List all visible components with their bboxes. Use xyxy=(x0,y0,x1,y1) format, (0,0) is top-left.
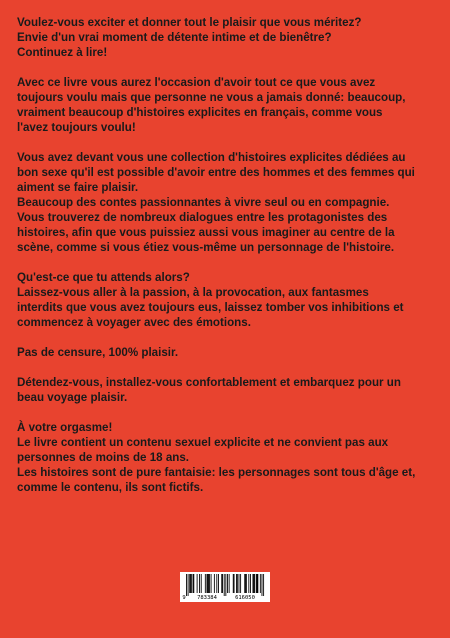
barcode-bar xyxy=(207,574,208,593)
barcode-bar xyxy=(229,574,230,593)
barcode-bar xyxy=(197,574,198,593)
text-line: personnes de moins de 18 ans. xyxy=(17,451,190,464)
paragraph-offer xyxy=(17,75,437,135)
text-line: Les histoires sont de pure fantaisie: les personnages sont tous d'âge et, xyxy=(17,466,416,479)
text-line: interdits que vous avez toujours eus, laissez tomber vos inhibitions et xyxy=(17,301,404,314)
barcode-bar xyxy=(239,574,240,593)
text-line: Envie d'un vrai moment de détente intime et de bienêtre? xyxy=(17,31,332,44)
barcode-bar xyxy=(237,574,238,593)
barcode-bar xyxy=(257,574,258,593)
text-line: comme le contenu, ils sont fictifs. xyxy=(17,481,204,494)
text-line: Détendez-vous, installez-vous confortablement et embarquez pour un xyxy=(17,376,401,389)
barcode-bar xyxy=(246,574,247,593)
text-line: Vous avez devant vous une collection d'histoires explicites dédiées au xyxy=(17,151,406,164)
barcode-bar xyxy=(207,574,208,593)
barcode-bar xyxy=(263,574,264,596)
barcode-bar xyxy=(209,574,210,593)
barcode-digits xyxy=(180,595,270,601)
text-line: Le livre contient un contenu sexuel explicite et ne convient pas aux xyxy=(17,436,389,449)
paragraph-intro xyxy=(17,15,437,60)
barcode-bars xyxy=(180,572,270,596)
text-line: beau voyage plaisir. xyxy=(17,391,128,404)
barcode-bar xyxy=(218,574,219,593)
isbn-barcode xyxy=(180,572,270,602)
paragraph-collection xyxy=(17,150,437,255)
text-line: Continuez à lire! xyxy=(17,46,108,59)
barcode-bar xyxy=(225,574,226,596)
barcode-bar xyxy=(193,574,194,593)
barcode-bar xyxy=(201,574,202,593)
barcode-bar xyxy=(236,574,237,593)
text-line: À votre orgasme! xyxy=(17,421,113,434)
barcode-bar xyxy=(254,574,255,593)
barcode-bar xyxy=(256,574,257,593)
paragraph-no-censorship xyxy=(17,345,437,360)
text-line: histoires, afin que vous puissiez aussi vous imaginer au centre de la xyxy=(17,226,395,239)
text-line: Pas de censure, 100% plaisir. xyxy=(17,346,179,359)
barcode-bar xyxy=(191,574,192,593)
barcode-bar xyxy=(208,574,209,593)
text-line: Qu'est-ce que tu attends alors? xyxy=(17,271,190,284)
barcode-bar xyxy=(216,574,217,593)
text-line: Avec ce livre vous aurez l'occasion d'avoir tout ce que vous avez xyxy=(17,76,376,89)
text-line: bon sexe qu'il est possible d'avoir entre des hommes et des femmes qui xyxy=(17,166,415,179)
text-line: Vous trouverez de nombreux dialogues entre les protagonistes des xyxy=(17,211,388,224)
text-line: vraiment beaucoup d'histoires explicites en français, comme vous xyxy=(17,106,383,119)
barcode-bar xyxy=(244,574,245,593)
barcode-bar xyxy=(257,574,258,593)
text-line: Beaucoup des contes passionnantes à vivre seul ou en compagnie. xyxy=(17,196,390,209)
text-line: l'avez toujours voulu! xyxy=(17,121,136,134)
text-line: scène, comme si vous étiez vous-même un personnage de l'histoire. xyxy=(17,241,395,254)
barcode-bar xyxy=(262,574,263,596)
barcode-bar xyxy=(245,574,246,593)
paragraph-invitation xyxy=(17,270,437,330)
barcode-bar xyxy=(222,574,223,593)
paragraph-relax xyxy=(17,375,437,405)
barcode-bar xyxy=(186,574,187,596)
barcode-bar xyxy=(188,574,189,596)
barcode-digit-first: 9 xyxy=(182,595,186,601)
barcode-bar xyxy=(234,574,235,593)
barcode-bar xyxy=(250,574,251,593)
barcode-digits-left: 783384 xyxy=(197,595,217,601)
back-cover-text xyxy=(17,15,437,510)
text-line: Laissez-vous aller à la passion, à la provocation, aux fantasmes xyxy=(17,286,369,299)
barcode-bar xyxy=(221,574,222,593)
text-line: toujours voulu mais que personne ne vous a jamais donné: beaucoup, xyxy=(17,91,406,104)
barcode-bar xyxy=(205,574,206,593)
text-line: Voulez-vous exciter et donner tout le plaisir que vous méritez? xyxy=(17,16,362,29)
barcode-bar xyxy=(224,574,225,596)
text-line: commencez à voyager avec des émotions. xyxy=(17,316,251,329)
barcode-bar xyxy=(199,574,200,593)
barcode-bar xyxy=(233,574,234,593)
barcode-bar xyxy=(253,574,254,593)
barcode-bar xyxy=(189,574,190,593)
barcode-digits-right: 616050 xyxy=(235,595,255,601)
text-line: aiment se faire plaisir. xyxy=(17,181,139,194)
barcode-bar xyxy=(190,574,191,593)
paragraph-disclaimer xyxy=(17,420,437,495)
barcode-bar xyxy=(248,574,249,593)
barcode-bar xyxy=(253,574,254,593)
barcode-bar xyxy=(227,574,228,593)
barcode-bar xyxy=(240,574,241,593)
barcode-bar xyxy=(260,574,261,593)
barcode-bar xyxy=(211,574,212,593)
barcode-bar xyxy=(214,574,215,593)
barcode-bar xyxy=(193,574,194,593)
